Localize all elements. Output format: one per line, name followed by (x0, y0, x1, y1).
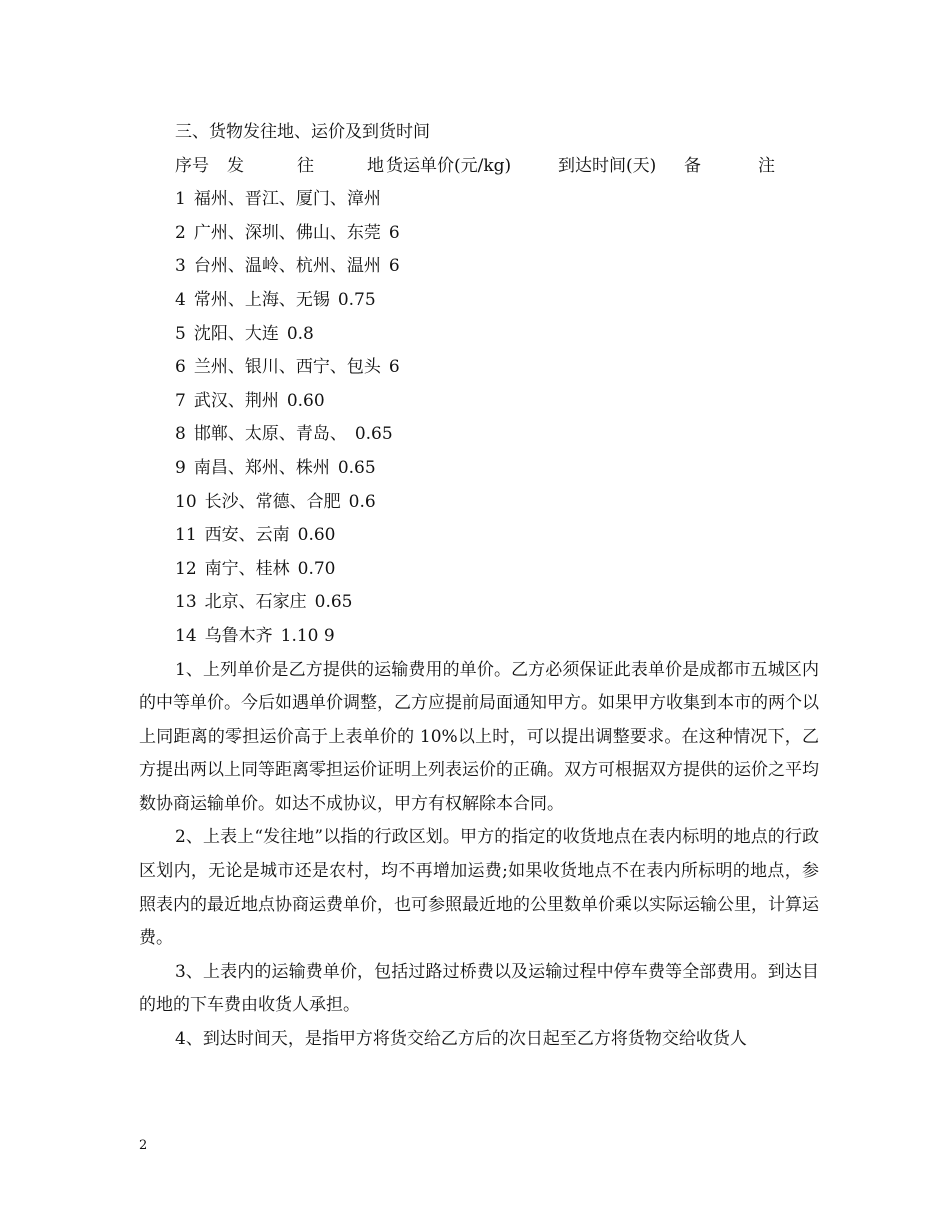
row-values: 0.6 (348, 491, 376, 512)
paragraph-1: 1、上列单价是乙方提供的运输费用的单价。乙方必须保证此表单价是成都市五城区内的中等单价。今后如遇单价调整，乙方应提前局面通知甲方。如果甲方收集到本市的两个以上同距离的零担运价高于上表单价的 10%以上时，可以提出调整要求。在这种情况下，乙方提出两以上同等距离零担运价证明上列表运价的正确。双方可根据双方提供的运价之平均数协商运输单价。如达不成协议，甲方有权解除本合同。 (139, 659, 819, 814)
header-note-2: 注 (758, 155, 775, 176)
row-values: 0.8 (286, 323, 314, 344)
table-row (139, 586, 819, 620)
row-number: 10 (175, 491, 197, 512)
table-header (139, 150, 819, 184)
row-places: 西安、云南 (204, 525, 290, 546)
row-number: 6 (175, 357, 186, 378)
row-number: 2 (175, 222, 186, 243)
row-values: 0.65 (354, 424, 393, 445)
row-places: 福州、晋江、厦门、漳州 (193, 189, 381, 210)
row-places: 邯郸、太原、青岛、 (193, 424, 347, 445)
row-places: 长沙、常德、合肥 (204, 491, 341, 512)
table-row (139, 284, 819, 318)
row-number: 11 (175, 525, 197, 546)
row-values: 0.75 (337, 289, 376, 310)
row-values: 0.65 (314, 592, 353, 613)
header-note-1: 备 (684, 155, 701, 176)
row-number: 3 (175, 256, 186, 277)
table-row (139, 385, 819, 419)
row-number: 9 (175, 457, 186, 478)
document-body (139, 116, 819, 1057)
table-row (139, 486, 819, 520)
page-number: 2 (139, 1138, 148, 1153)
row-places: 乌鲁木齐 (204, 625, 273, 646)
paragraph-2: 2、上表上“发往地”以指的行政区划。甲方的指定的收货地点在表内标明的地点的行政区划内，无论是城市还是农村，均不再增加运费;如果收货地点不在表内所标明的地点，参照表内的最近地点协商运费单价，也可参照最近地的公里数单价乘以实际运输公里，计算运费。 (139, 827, 819, 949)
paragraph-3: 3、上表内的运输费单价，包括过路过桥费以及运输过程中停车费等全部费用。到达目的地的下车费由收货人承担。 (139, 961, 819, 1016)
header-dest-2: 往 (297, 155, 314, 176)
table-row (139, 452, 819, 486)
row-number: 12 (175, 558, 197, 579)
row-places: 南宁、桂林 (204, 558, 290, 579)
row-values: 6 (388, 357, 400, 378)
table-row (139, 553, 819, 587)
row-places: 台州、温岭、杭州、温州 (193, 256, 381, 277)
table-row (139, 217, 819, 251)
row-places: 兰州、银川、西宁、包头 (193, 357, 381, 378)
header-dest-3: 地 (367, 155, 384, 176)
row-places: 广州、深圳、佛山、东莞 (193, 222, 381, 243)
row-number: 7 (175, 390, 186, 411)
row-number: 1 (175, 189, 186, 210)
row-values: 0.65 (337, 457, 376, 478)
row-values: 0.60 (297, 525, 336, 546)
row-places: 南昌、郑州、株州 (193, 457, 330, 478)
row-values: 0.70 (297, 558, 336, 579)
row-values: 1.10 9 (280, 625, 335, 646)
section-title: 三、货物发往地、运价及到货时间 (175, 122, 430, 142)
table-row (139, 519, 819, 553)
table-row (139, 250, 819, 284)
row-values: 6 (388, 222, 400, 243)
row-number: 8 (175, 424, 186, 445)
row-places: 常州、上海、无锡 (193, 289, 330, 310)
row-places: 北京、石家庄 (204, 592, 307, 613)
row-number: 4 (175, 289, 186, 310)
row-values: 0.60 (286, 390, 325, 411)
header-seq: 序号 (175, 155, 209, 176)
table-row (139, 351, 819, 385)
row-number: 5 (175, 323, 186, 344)
row-values: 6 (388, 256, 400, 277)
row-number: 13 (175, 592, 197, 613)
header-price: 货运单价(元/kg) (386, 155, 512, 176)
paragraph-4: 4、到达时间天，是指甲方将货交给乙方后的次日起至乙方将货物交给收货人 (175, 1029, 747, 1050)
table-row (139, 318, 819, 352)
row-places: 武汉、荆州 (193, 390, 279, 411)
table-row (139, 620, 819, 654)
row-number: 14 (175, 625, 197, 646)
table-row (139, 183, 819, 217)
row-places: 沈阳、大连 (193, 323, 279, 344)
header-dest-1: 发 (227, 155, 244, 176)
header-time: 到达时间(天) (558, 155, 657, 176)
table-row (139, 418, 819, 452)
